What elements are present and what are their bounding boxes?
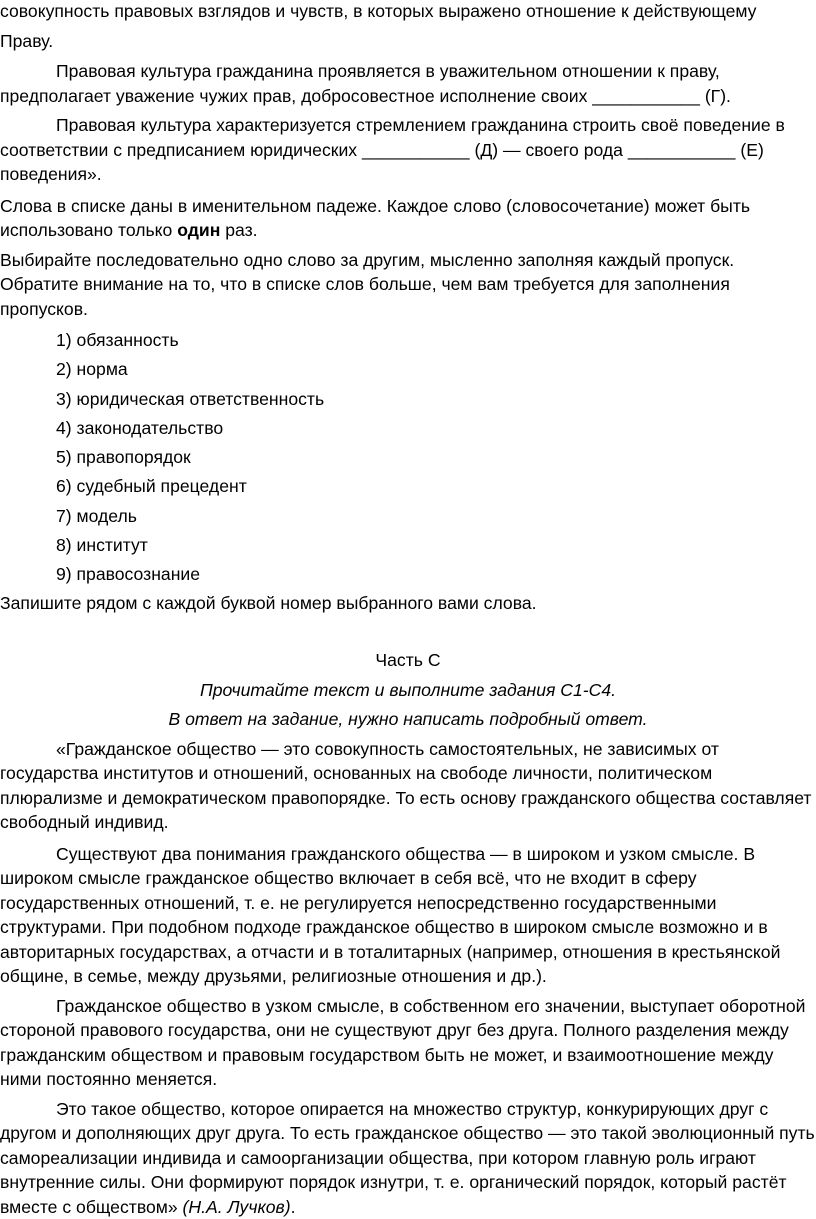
list-item: 9) правосознание [56, 564, 201, 585]
text-paragraph-3: Гражданское общество в узком смысле, в собственном его значении, выступает оборотной стороной правового государства, они не существуют друг без друга. Полного разделения между гражданским обществом и правовым государством быть не может, и взаимоотношение между ними постоянно меняется. [0, 995, 806, 1090]
list-item: 2) норма [56, 359, 128, 380]
intro-paragraph-1: Правовая культура гражданина проявляется в уважительном отношении к праву, предполагает уважение чужих прав, добросовестное исполнение своих ___________ (Г). [0, 61, 731, 106]
list-item: 8) институт [56, 535, 148, 556]
text-paragraph-1: «Гражданское общество — это совокупность самостоятельных, не зависимых от государства институтов и отношений, основанных на свободе личности, политическом плюрализме и демократическом правопорядке. То есть основу гражданского общества составляет свободный индивид. [0, 738, 812, 833]
part-c-subtitle-1: Прочитайте текст и выполните задания С1-С4. [199, 679, 617, 700]
intro-line-2: Праву. [0, 30, 54, 51]
intro-paragraph-2: Правовая культура характеризуется стремлением гражданина строить своё поведение в соответствии с предписанием юридических ___________ (Д) — своего рода ___________ (Е) поведения». [0, 115, 785, 184]
intro-line-1: совокупность правовых взглядов и чувств, в которых выражено отношение к действующему [0, 1, 757, 21]
answer-instruction: Запишите рядом с каждой буквой номер выбранного вами слова. [0, 592, 537, 613]
list-item: 1) обязанность [56, 330, 179, 350]
text-author: (Н.А. Лучков) [182, 1196, 291, 1217]
instruction-words-end: раз. [220, 220, 258, 240]
word-list [0, 328, 816, 592]
list-item: 7) модель [56, 505, 137, 526]
text-paragraph-2: Существуют два понимания гражданского общества — в широком и узком смысле. В широком смысле гражданское общество включает в себя всё, что не входит в сферу государственных отношений, т. е. не регулируется непосредственно государственными структурами. При подобном подходе гражданское общество в широком смысле возможно и в авторитарных государствах, а отчасти и в тоталитарных (например, отношения в крестьянской общине, в семье, между друзьями, религиозные отношения и др.). [0, 843, 781, 987]
part-c-title: Часть С [375, 650, 441, 671]
list-item: 5) правопорядок [56, 447, 191, 468]
list-item: 3) юридическая ответственность [56, 388, 325, 409]
instruction-words-text: Слова в списке даны в именительном падеже. Каждое слово (словосочетание) может быть использовано только [0, 195, 751, 240]
text-paragraph-4-end: . [290, 1196, 296, 1217]
list-item: 6) судебный прецедент [56, 476, 247, 497]
instruction-sequence: Выбирайте последовательно одно слово за другим, мысленно заполняя каждый пропуск. Обратите внимание на то, что в списке слов больше, чем вам требуется для заполнения пропусков. [0, 249, 735, 319]
instruction-words [0, 194, 816, 243]
text-paragraph-4-main: Это такое общество, которое опирается на множество структур, конкурирующих друг с другом и дополняющих друг друга. То есть гражданское общество — это такой эволюционный путь самореализации индивида и самоорганизации общества, при котором главную роль играют внутренние силы. Они формируют порядок изнутри, т. е. органический порядок, который растёт вместе с обществом» [0, 1098, 815, 1217]
text-paragraph-4 [0, 1097, 816, 1219]
list-item: 4) законодательство [56, 417, 224, 438]
part-c-subtitle-2: В ответ на задание, нужно написать подробный ответ. [168, 709, 648, 730]
instruction-words-bold: один [177, 220, 221, 240]
